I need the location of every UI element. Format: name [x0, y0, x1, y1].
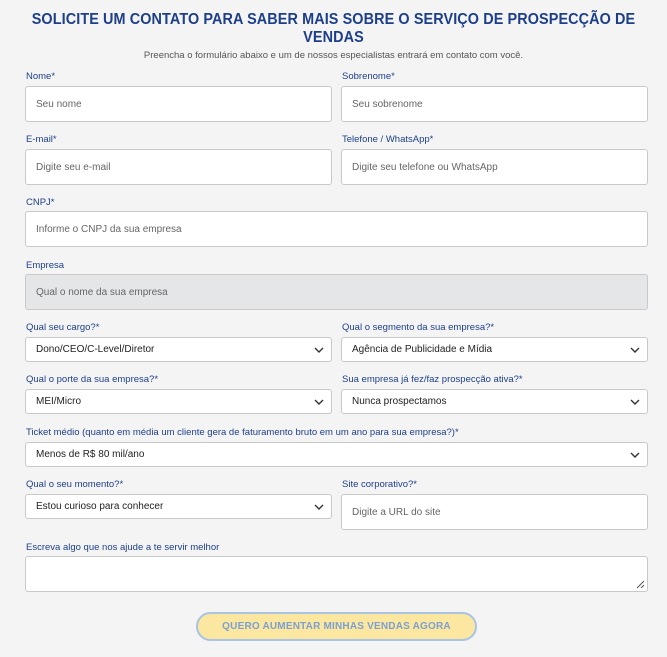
submit-button[interactable]: QUERO AUMENTAR MINHAS VENDAS AGORA: [196, 612, 477, 641]
segmento-value: Agência de Publicidade e Mídia: [352, 344, 493, 355]
site-label: Site corporativo?*: [342, 479, 417, 490]
sobrenome-input[interactable]: [341, 86, 648, 122]
nome-label: Nome*: [26, 71, 56, 82]
page-subtitle: Preencha o formulário abaixo e um de nossos especialistas entrará em contato com você.: [143, 50, 524, 61]
momento-value: Estou curioso para conhecer: [36, 501, 164, 512]
email-label: E-mail*: [26, 134, 57, 145]
cnpj-label: CNPJ*: [26, 197, 55, 208]
cnpj-placeholder: Informe o CNPJ da sua empresa: [36, 223, 182, 235]
nome-placeholder: Seu nome: [36, 98, 82, 110]
cnpj-input[interactable]: [25, 211, 648, 247]
segmento-label: Qual o segmento da sua empresa?*: [342, 322, 495, 333]
segmento-select[interactable]: [341, 337, 648, 362]
telefone-label: Telefone / WhatsApp*: [342, 134, 434, 145]
chevron-down-icon: [313, 344, 325, 356]
momento-label: Qual o seu momento?*: [26, 479, 124, 490]
chevron-down-icon: [313, 501, 325, 513]
ticket-value: Menos de R$ 80 mil/ano: [36, 449, 145, 460]
chevron-down-icon: [629, 344, 641, 356]
ticket-select[interactable]: [25, 442, 648, 467]
email-placeholder: Digite seu e-mail: [36, 161, 111, 173]
chevron-down-icon: [629, 396, 641, 408]
telefone-placeholder: Digite seu telefone ou WhatsApp: [352, 161, 498, 173]
prospeccao-select[interactable]: [341, 389, 648, 414]
porte-label: Qual o porte da sua empresa?*: [26, 374, 159, 385]
chevron-down-icon: [629, 449, 641, 461]
cargo-value: Dono/CEO/C-Level/Diretor: [36, 344, 155, 355]
sobrenome-placeholder: Seu sobrenome: [352, 98, 423, 110]
site-placeholder: Digite a URL do site: [352, 506, 441, 518]
ticket-label: Ticket médio (quanto em média um cliente gera de faturamento bruto em um ano para sua empresa?)*: [26, 427, 459, 438]
porte-value: MEI/Micro: [36, 396, 81, 407]
momento-select[interactable]: [25, 494, 332, 519]
cargo-label: Qual seu cargo?*: [26, 322, 100, 333]
prospeccao-label: Sua empresa já fez/faz prospecção ativa?*: [342, 374, 523, 385]
site-input[interactable]: [341, 494, 648, 530]
empresa-input[interactable]: [25, 274, 648, 310]
cargo-select[interactable]: [25, 337, 332, 362]
empresa-label: Empresa: [26, 260, 65, 271]
telefone-input[interactable]: [341, 149, 648, 185]
mensagem-label: Escreva algo que nos ajude a te servir melhor: [26, 542, 220, 553]
porte-select[interactable]: [25, 389, 332, 414]
empresa-placeholder: Qual o nome da sua empresa: [36, 286, 168, 298]
email-input[interactable]: [25, 149, 332, 185]
prospeccao-value: Nunca prospectamos: [352, 396, 447, 407]
page-title: SOLICITE UM CONTATO PARA SABER MAIS SOBRE O SERVIÇO DE PROSPECÇÃO DE VENDAS: [31, 11, 636, 46]
mensagem-textarea[interactable]: [25, 556, 648, 592]
resize-handle-icon[interactable]: [636, 580, 645, 589]
nome-input[interactable]: [25, 86, 332, 122]
chevron-down-icon: [313, 396, 325, 408]
sobrenome-label: Sobrenome*: [342, 71, 395, 82]
